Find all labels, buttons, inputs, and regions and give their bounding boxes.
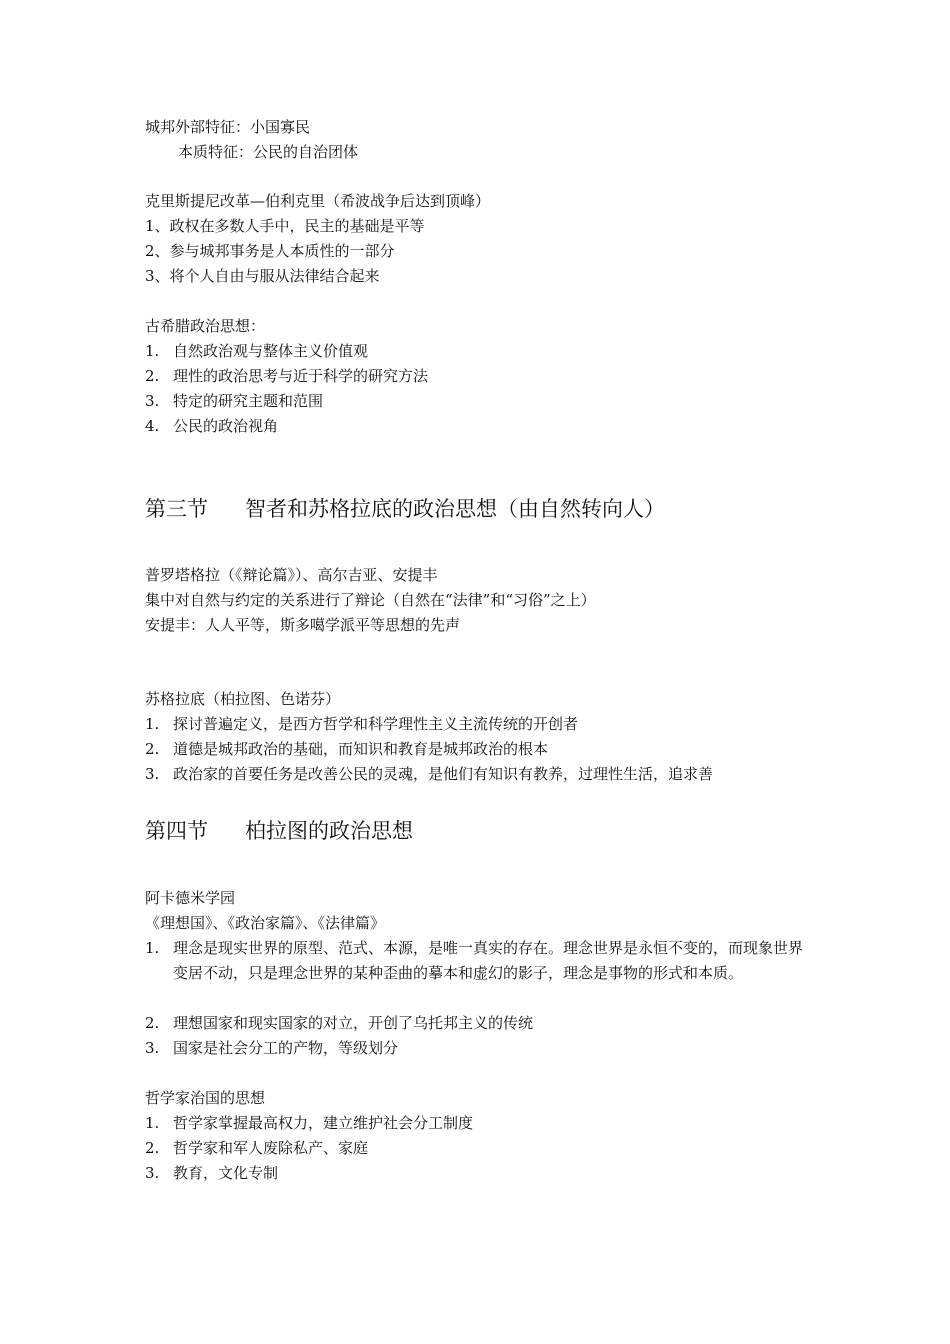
list-text: 理性的政治思考与近于科学的研究方法 — [173, 367, 429, 385]
section-title: 智者和苏格拉底的政治思想（由自然转向人） — [245, 497, 665, 521]
academy-line: 阿卡德米学园 — [145, 889, 236, 907]
list-text: 探讨普遍定义，是西方哲学和科学理性主义主流传统的开创者 — [173, 715, 579, 733]
sophists-line: 集中对自然与约定的关系进行了辩论（自然在“法律”和“习俗”之上） — [145, 591, 596, 609]
list-text: 公民的政治视角 — [173, 417, 279, 435]
section-number: 第三节 — [145, 497, 208, 521]
philosopher-king-item — [145, 1136, 368, 1161]
socrates-title: 苏格拉底（柏拉图、色诺芬） — [145, 690, 341, 708]
polis-external-feature: 城邦外部特征：小国寡民 — [145, 118, 311, 136]
list-text: 理想国家和现实国家的对立，开创了乌托邦主义的传统 — [173, 1014, 534, 1032]
list-text: 国家是社会分工的产物，等级划分 — [173, 1039, 399, 1057]
philosopher-king-item — [145, 1161, 278, 1186]
list-text: 哲学家和军人废除私产、家庭 — [173, 1139, 369, 1157]
sophists-line: 普罗塔格拉（《辩论篇》）、高尔吉亚、安提丰 — [145, 566, 438, 584]
greek-thought-item — [145, 364, 428, 389]
greek-thought-title: 古希腊政治思想： — [145, 317, 266, 335]
socrates-item — [145, 762, 713, 787]
list-number: 2. — [145, 1139, 160, 1157]
list-number: 3. — [145, 1164, 160, 1182]
plato-item — [145, 936, 808, 986]
list-number: 2. — [145, 367, 160, 385]
reform-item: 2、参与城邦事务是人本质性的一部分 — [145, 242, 395, 260]
socrates-item — [145, 712, 578, 737]
list-number: 1. — [145, 939, 160, 957]
list-number: 3. — [145, 765, 160, 783]
reform-item: 1、政权在多数人手中，民主的基础是平等 — [145, 217, 425, 235]
socrates-item — [145, 737, 548, 762]
greek-thought-item — [145, 414, 278, 439]
greek-thought-item — [145, 389, 323, 414]
plato-item — [145, 1036, 398, 1061]
section-number: 第四节 — [145, 819, 208, 843]
list-number: 1. — [145, 1114, 160, 1132]
greek-thought-item — [145, 339, 368, 364]
list-text: 理念是现实世界的原型、范式、本源，是唯一真实的存在。理念世界是永恒不变的，而现象世界变居不动，只是理念世界的某种歪曲的摹本和虚幻的影子，理念是事物的形式和本质。 — [173, 939, 804, 982]
section-4-heading — [145, 816, 413, 846]
list-number: 3. — [145, 1039, 160, 1057]
philosopher-king-item — [145, 1111, 473, 1136]
list-text: 特定的研究主题和范围 — [173, 392, 324, 410]
list-text: 道德是城邦政治的基础，而知识和教育是城邦政治的根本 — [173, 740, 549, 758]
list-number: 4. — [145, 417, 160, 435]
list-text: 哲学家掌握最高权力，建立维护社会分工制度 — [173, 1114, 474, 1132]
philosopher-king-title: 哲学家治国的思想 — [145, 1089, 266, 1107]
reform-title: 克里斯提尼改革—伯利克里（希波战争后达到顶峰） — [145, 192, 491, 210]
list-number: 3. — [145, 392, 160, 410]
sophists-line: 安提丰：人人平等，斯多噶学派平等思想的先声 — [145, 616, 461, 634]
section-title: 柏拉图的政治思想 — [245, 819, 413, 843]
list-number: 1. — [145, 715, 160, 733]
plato-works-line: 《理想国》、《政治家篇》、《法律篇》 — [145, 914, 386, 932]
reform-item: 3、将个人自由与服从法律结合起来 — [145, 267, 380, 285]
list-text: 自然政治观与整体主义价值观 — [173, 342, 369, 360]
list-number: 1. — [145, 342, 160, 360]
list-number: 2. — [145, 740, 160, 758]
list-number: 2. — [145, 1014, 160, 1032]
plato-item — [145, 1011, 533, 1036]
section-3-heading — [145, 494, 665, 524]
list-text: 教育，文化专制 — [173, 1164, 279, 1182]
list-text: 政治家的首要任务是改善公民的灵魂，是他们有知识有教养，过理性生活，追求善 — [173, 765, 714, 783]
polis-essential-feature: 本质特征：公民的自治团体 — [178, 143, 359, 161]
